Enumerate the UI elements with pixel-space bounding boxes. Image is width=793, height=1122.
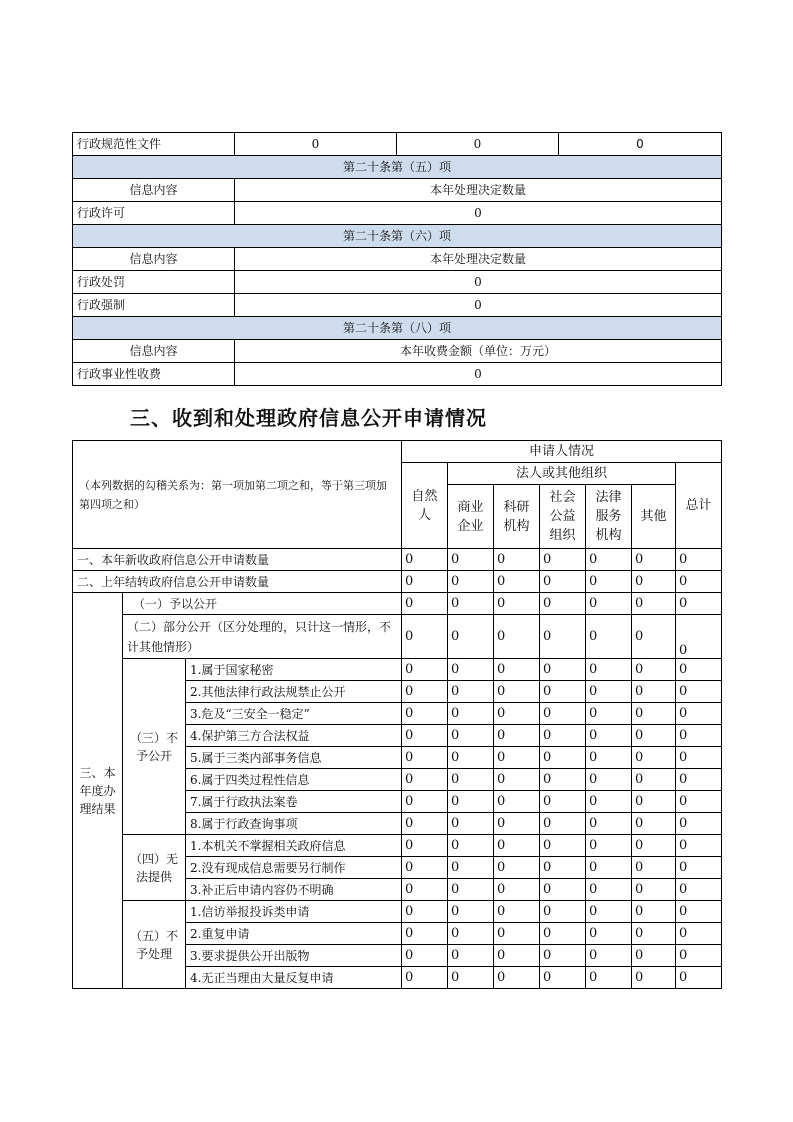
value-cell: 0 xyxy=(676,879,722,901)
value-cell: 0 xyxy=(586,571,632,593)
value-cell: 0 xyxy=(540,901,586,923)
table-row xyxy=(73,835,722,857)
value-cell: 0 xyxy=(402,923,448,945)
row-label: 1.本机关不掌握相关政府信息 xyxy=(186,835,402,857)
value-cell: 0 xyxy=(676,923,722,945)
value-cell: 0 xyxy=(448,857,494,879)
value-cell: 0 xyxy=(676,615,722,659)
value-cell: 0 xyxy=(494,923,540,945)
value-cell: 0 xyxy=(540,879,586,901)
legal-entity-header: 法人或其他组织 xyxy=(448,463,676,485)
value-cell: 0 xyxy=(494,549,540,571)
value-cell: 0 xyxy=(586,747,632,769)
value-cell: 0 xyxy=(676,747,722,769)
row-label: 行政规范性文件 xyxy=(73,133,235,156)
value-cell: 0 xyxy=(402,769,448,791)
value-cell: 0 xyxy=(494,593,540,615)
value-cell: 0 xyxy=(494,901,540,923)
col-total: 总计 xyxy=(676,463,722,549)
value-cell: 0 xyxy=(402,879,448,901)
value-cell: 0 xyxy=(540,571,586,593)
value-cell: 0 xyxy=(540,615,586,659)
value-cell: 0 xyxy=(676,967,722,989)
table-row xyxy=(73,593,722,615)
value-cell: 0 xyxy=(402,571,448,593)
value-cell: 0 xyxy=(540,703,586,725)
value-cell: 0 xyxy=(494,571,540,593)
col-legal-service: 法律服务机构 xyxy=(586,485,632,549)
value-cell: 0 xyxy=(632,945,676,967)
value-cell: 0 xyxy=(540,857,586,879)
value-cell: 0 xyxy=(494,945,540,967)
value-cell: 0 xyxy=(540,813,586,835)
value-cell: 0 xyxy=(494,791,540,813)
value-cell: 0 xyxy=(559,133,722,156)
section-header: 第二十条第（八）项 xyxy=(73,317,722,340)
value-cell: 0 xyxy=(448,967,494,989)
value-cell: 0 xyxy=(586,835,632,857)
value-cell: 0 xyxy=(448,747,494,769)
value-cell: 0 xyxy=(494,967,540,989)
value-cell: 0 xyxy=(632,857,676,879)
value-cell: 0 xyxy=(448,769,494,791)
table-row xyxy=(73,571,722,593)
value-cell: 0 xyxy=(402,791,448,813)
row-label: 7.属于行政执法案卷 xyxy=(186,791,402,813)
value-cell: 0 xyxy=(676,571,722,593)
value-cell: 0 xyxy=(676,813,722,835)
value-cell: 0 xyxy=(586,769,632,791)
value-cell: 0 xyxy=(632,769,676,791)
value-cell: 0 xyxy=(540,945,586,967)
value-cell: 0 xyxy=(586,857,632,879)
row-label: 一、本年新收政府信息公开申请数量 xyxy=(73,549,402,571)
value-cell: 0 xyxy=(494,813,540,835)
value-cell: 0 xyxy=(632,725,676,747)
row-label: 1.属于国家秘密 xyxy=(186,659,402,681)
value-cell: 0 xyxy=(632,681,676,703)
table-row xyxy=(73,549,722,571)
not-public-group-label: （三）不予公开 xyxy=(123,659,186,835)
value-cell: 0 xyxy=(586,659,632,681)
application-stats-table xyxy=(72,440,722,989)
value-cell: 0 xyxy=(235,294,722,317)
value-cell: 0 xyxy=(632,747,676,769)
row-label: 3.危及“三安全一稳定” xyxy=(186,703,402,725)
value-cell: 0 xyxy=(540,747,586,769)
cannot-provide-group-label: （四）无法提供 xyxy=(123,835,186,901)
value-cell: 0 xyxy=(494,703,540,725)
value-cell: 0 xyxy=(494,747,540,769)
row-label: 6.属于四类过程性信息 xyxy=(186,769,402,791)
value-cell: 0 xyxy=(632,549,676,571)
value-cell: 0 xyxy=(632,923,676,945)
row-label: 5.属于三类内部事务信息 xyxy=(186,747,402,769)
value-cell: 0 xyxy=(632,571,676,593)
row-label: 2.其他法律行政法规禁止公开 xyxy=(186,681,402,703)
result-group-label: 三、本年度办理结果 xyxy=(73,593,123,989)
value-cell: 0 xyxy=(586,967,632,989)
value-cell: 0 xyxy=(676,769,722,791)
row-label: （一）予以公开 xyxy=(123,593,402,615)
value-cell: 0 xyxy=(586,945,632,967)
value-cell: 0 xyxy=(540,659,586,681)
value-cell: 0 xyxy=(586,813,632,835)
value-cell: 0 xyxy=(448,791,494,813)
value-cell: 0 xyxy=(632,615,676,659)
row-label: 行政处罚 xyxy=(73,271,235,294)
value-cell: 0 xyxy=(402,901,448,923)
column-header: 本年收费金额（单位：万元） xyxy=(235,340,722,363)
col-natural-person: 自然人 xyxy=(402,463,448,549)
value-cell: 0 xyxy=(586,879,632,901)
value-cell: 0 xyxy=(586,593,632,615)
value-cell: 0 xyxy=(448,835,494,857)
row-label: 行政许可 xyxy=(73,202,235,225)
value-cell: 0 xyxy=(586,681,632,703)
value-cell: 0 xyxy=(586,725,632,747)
value-cell: 0 xyxy=(632,967,676,989)
value-cell: 0 xyxy=(402,681,448,703)
value-cell: 0 xyxy=(402,703,448,725)
value-cell: 0 xyxy=(586,901,632,923)
value-cell: 0 xyxy=(676,725,722,747)
section-header: 第二十条第（六）项 xyxy=(73,225,722,248)
value-cell: 0 xyxy=(586,703,632,725)
value-cell: 0 xyxy=(402,615,448,659)
value-cell: 0 xyxy=(676,703,722,725)
value-cell: 0 xyxy=(632,813,676,835)
value-cell: 0 xyxy=(494,857,540,879)
value-cell: 0 xyxy=(402,835,448,857)
section-title: 三、收到和处理政府信息公开申请情况 xyxy=(130,406,487,430)
value-cell: 0 xyxy=(235,271,722,294)
row-label: 2.没有现成信息需要另行制作 xyxy=(186,857,402,879)
row-label: 1.信访举报投诉类申请 xyxy=(186,901,402,923)
value-cell: 0 xyxy=(586,791,632,813)
value-cell: 0 xyxy=(402,593,448,615)
value-cell: 0 xyxy=(448,725,494,747)
value-cell: 0 xyxy=(402,945,448,967)
value-cell: 0 xyxy=(494,769,540,791)
value-cell: 0 xyxy=(632,703,676,725)
value-cell: 0 xyxy=(540,725,586,747)
value-cell: 0 xyxy=(235,363,722,386)
value-cell: 0 xyxy=(448,703,494,725)
value-cell: 0 xyxy=(397,133,559,156)
value-cell: 0 xyxy=(494,835,540,857)
row-label: 行政强制 xyxy=(73,294,235,317)
value-cell: 0 xyxy=(676,549,722,571)
table-row xyxy=(73,133,722,156)
value-cell: 0 xyxy=(632,879,676,901)
value-cell: 0 xyxy=(235,133,397,156)
value-cell: 0 xyxy=(632,835,676,857)
value-cell: 0 xyxy=(540,769,586,791)
col-research: 科研机构 xyxy=(494,485,540,549)
value-cell: 0 xyxy=(494,659,540,681)
value-cell: 0 xyxy=(448,945,494,967)
section-header: 第二十条第（五）项 xyxy=(73,156,722,179)
column-header: 信息内容 xyxy=(73,248,235,271)
value-cell: 0 xyxy=(448,813,494,835)
value-cell: 0 xyxy=(448,615,494,659)
column-header: 本年处理决定数量 xyxy=(235,179,722,202)
value-cell: 0 xyxy=(402,659,448,681)
row-label: 行政事业性收费 xyxy=(73,363,235,386)
col-other: 其他 xyxy=(632,485,676,549)
disclosure-summary-table xyxy=(72,132,722,386)
value-cell: 0 xyxy=(494,615,540,659)
value-cell: 0 xyxy=(676,857,722,879)
value-cell: 0 xyxy=(540,923,586,945)
value-cell: 0 xyxy=(448,923,494,945)
row-label: 4.保护第三方合法权益 xyxy=(186,725,402,747)
calculation-note: （本列数据的勾稽关系为：第一项加第二项之和，等于第三项加第四项之和） xyxy=(73,441,402,549)
value-cell: 0 xyxy=(448,879,494,901)
value-cell: 0 xyxy=(540,549,586,571)
value-cell: 0 xyxy=(540,593,586,615)
value-cell: 0 xyxy=(448,901,494,923)
value-cell: 0 xyxy=(448,549,494,571)
value-cell: 0 xyxy=(402,725,448,747)
column-header: 信息内容 xyxy=(73,340,235,363)
value-cell: 0 xyxy=(494,681,540,703)
row-label: 2.重复申请 xyxy=(186,923,402,945)
value-cell: 0 xyxy=(632,791,676,813)
value-cell: 0 xyxy=(632,659,676,681)
not-processed-group-label: （五）不予处理 xyxy=(123,901,186,989)
value-cell: 0 xyxy=(586,615,632,659)
value-cell: 0 xyxy=(632,593,676,615)
value-cell: 0 xyxy=(448,571,494,593)
value-cell: 0 xyxy=(676,659,722,681)
value-cell: 0 xyxy=(676,593,722,615)
value-cell: 0 xyxy=(402,813,448,835)
value-cell: 0 xyxy=(402,967,448,989)
value-cell: 0 xyxy=(402,747,448,769)
value-cell: 0 xyxy=(586,549,632,571)
row-label: （二）部分公开（区分处理的，只计这一情形，不计其他情形） xyxy=(123,615,402,659)
row-label: 3.补正后申请内容仍不明确 xyxy=(186,879,402,901)
col-business: 商业企业 xyxy=(448,485,494,549)
value-cell: 0 xyxy=(540,791,586,813)
applicant-header: 申请人情况 xyxy=(402,441,722,463)
row-label: 4.无正当理由大量反复申请 xyxy=(186,967,402,989)
table-row xyxy=(73,615,722,659)
value-cell: 0 xyxy=(632,901,676,923)
value-cell: 0 xyxy=(676,835,722,857)
value-cell: 0 xyxy=(540,967,586,989)
value-cell: 0 xyxy=(448,681,494,703)
value-cell: 0 xyxy=(494,879,540,901)
value-cell: 0 xyxy=(540,835,586,857)
table-row xyxy=(73,659,722,681)
column-header: 信息内容 xyxy=(73,179,235,202)
row-label: 二、上年结转政府信息公开申请数量 xyxy=(73,571,402,593)
column-header: 本年处理决定数量 xyxy=(235,248,722,271)
value-cell: 0 xyxy=(235,202,722,225)
value-cell: 0 xyxy=(448,659,494,681)
row-label: 3.要求提供公开出版物 xyxy=(186,945,402,967)
col-social: 社会公益组织 xyxy=(540,485,586,549)
table-row xyxy=(73,901,722,923)
value-cell: 0 xyxy=(448,593,494,615)
value-cell: 0 xyxy=(676,681,722,703)
value-cell: 0 xyxy=(402,857,448,879)
value-cell: 0 xyxy=(402,549,448,571)
value-cell: 0 xyxy=(540,681,586,703)
row-label: 8.属于行政查询事项 xyxy=(186,813,402,835)
value-cell: 0 xyxy=(586,923,632,945)
value-cell: 0 xyxy=(676,791,722,813)
value-cell: 0 xyxy=(676,901,722,923)
value-cell: 0 xyxy=(494,725,540,747)
value-cell: 0 xyxy=(676,945,722,967)
